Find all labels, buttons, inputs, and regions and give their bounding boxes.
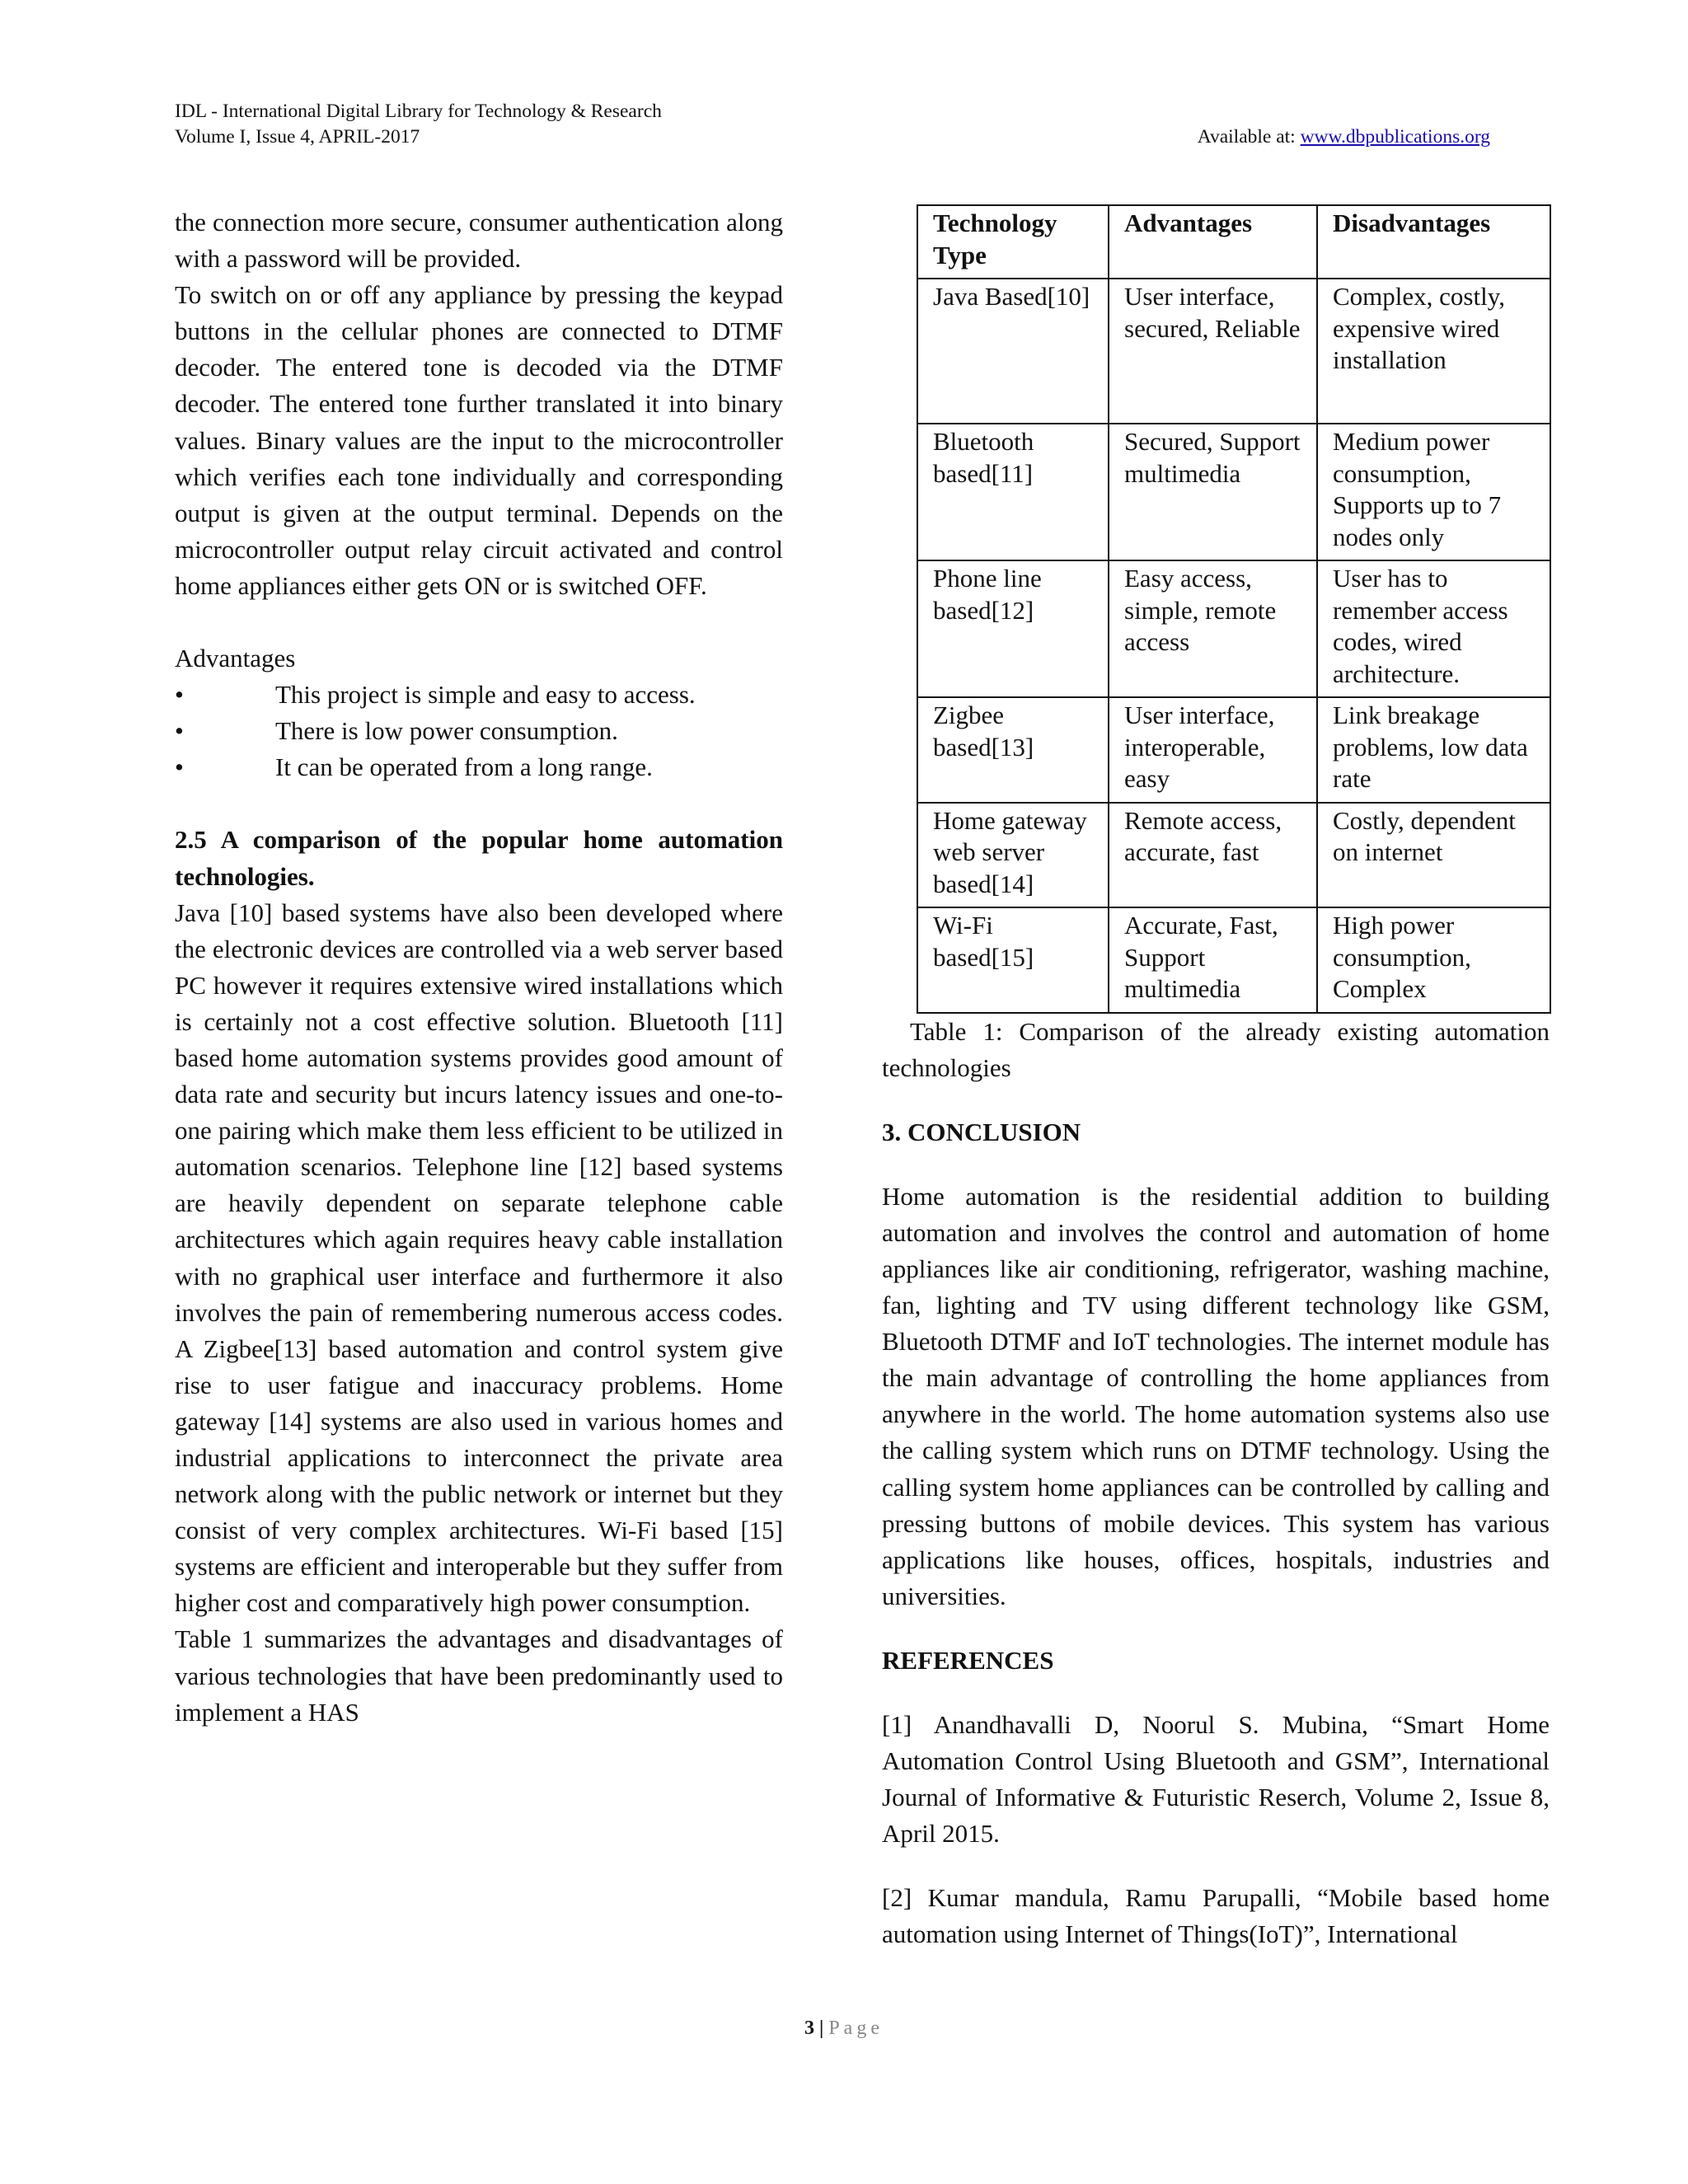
cell-disadvantages: Medium power consumption, Supports up to 7 nodes only: [1317, 424, 1550, 560]
table-row: [917, 424, 1550, 560]
table-caption: Table 1: Comparison of the already existing automation technologies: [882, 1016, 1550, 1082]
cell-advantages: Remote access, accurate, fast: [1109, 803, 1317, 908]
list-item: • There is low power consumption.: [175, 713, 783, 749]
cell-disadvantages: Link breakage problems, low data rate: [1317, 697, 1550, 803]
table-row: [917, 697, 1550, 803]
section-heading-references: REFERENCES: [882, 1645, 1054, 1675]
cell-advantages: User interface, interoperable, easy: [1109, 697, 1317, 803]
table-row: [917, 279, 1550, 424]
cell-technology: Wi-Fi based[15]: [917, 907, 1109, 1013]
footer-separator: |: [814, 2018, 829, 2039]
cell-advantages: Secured, Support multimedia: [1109, 424, 1317, 560]
header-advantages: Advantages: [1109, 205, 1317, 279]
journal-name: IDL - International Digital Library for Technology & Research: [175, 101, 662, 122]
paragraph-table-summary: Table 1 summarizes the advantages and disadvantages of various technologies that have been predominantly used to implement a HAS: [175, 1624, 783, 1727]
reference-item-1: [1] Anandhavalli D, Noorul S. Mubina, “Smart Home Automation Control Using Bluetooth and GSM”, International Journal of Informative & Futuristic Reserch, Volume 2, Issue 8, April 2015.: [882, 1710, 1550, 1849]
table-row: [917, 907, 1550, 1013]
table-row: [917, 560, 1550, 697]
header-disadvantages: Disadvantages: [1317, 205, 1550, 279]
cell-advantages: User interface, secured, Reliable: [1109, 279, 1317, 424]
cell-technology: Home gateway web server based[14]: [917, 803, 1109, 908]
cell-disadvantages: High power consumption, Complex: [1317, 907, 1550, 1013]
paragraph-connection: the connection more secure, consumer authentication along with a password will be provided.: [175, 208, 783, 274]
cell-technology: Zigbee based[13]: [917, 697, 1109, 803]
cell-disadvantages: User has to remember access codes, wired architecture.: [1317, 560, 1550, 697]
list-item: • This project is simple and easy to access.: [175, 677, 783, 713]
cell-disadvantages: Costly, dependent on internet: [1317, 803, 1550, 908]
cell-advantages: Accurate, Fast, Support multimedia: [1109, 907, 1317, 1013]
section-heading-conclusion: 3. CONCLUSION: [882, 1117, 1081, 1146]
available-label: Available at:: [1197, 126, 1301, 148]
availability: [1198, 124, 1490, 150]
section-heading-comparison: 2.5 A comparison of the popular home automation technologies.: [175, 825, 783, 891]
cell-technology: Bluetooth based[11]: [917, 424, 1109, 560]
list-item: • It can be operated from a long range.: [175, 749, 783, 785]
paragraph-comparison: Java [10] based systems have also been developed where the electronic devices are controlled via a web server based PC however it requires extensive wired installations which is certainly not a cost effective solution. Bluetooth [11] based home automation systems provides good amount of data rate and security but incurs latency issues and one-to-one pairing which make them less efficient to be utilized in automation scenarios. Telephone line [12] based systems are heavily dependent on separate telephone cable architectures which again requires heavy cable installation with no graphical user interface and furthermore it also involves the pain of remembering numerous access codes. A Zigbee[13] based automation and control system give rise to user fatigue and inaccuracy problems. Home gateway [14] systems are also used in various homes and industrial applications to interconnect the private area network along with the public network or internet but they consist of very complex architectures. Wi-Fi based [15] systems are efficient and interoperable but they suffer from higher cost and comparatively high power consumption.: [175, 898, 783, 1618]
page-footer: [0, 2018, 1688, 2040]
left-column: [175, 204, 783, 1731]
publisher-link[interactable]: www.dbpublications.org: [1300, 126, 1490, 148]
table-header-row: [917, 205, 1550, 279]
advantages-title: Advantages: [175, 644, 296, 673]
reference-item-2: [2] Kumar mandula, Ramu Parupalli, “Mobile based home automation using Internet of Things(IoT)”, International: [882, 1883, 1550, 1949]
advantages-list: [175, 677, 783, 785]
comparison-table: [917, 204, 1551, 1014]
volume-issue: Volume I, Issue 4, APRIL-2017: [175, 126, 420, 148]
cell-technology: Java Based[10]: [917, 279, 1109, 424]
page-number: 3: [804, 2018, 815, 2039]
cell-technology: Phone line based[12]: [917, 560, 1109, 697]
cell-advantages: Easy access, simple, remote access: [1109, 560, 1317, 697]
table-row: [917, 803, 1550, 908]
cell-disadvantages: Complex, costly, expensive wired installation: [1317, 279, 1550, 424]
right-column: [882, 204, 1550, 1953]
page-header: [175, 99, 1490, 150]
paragraph-conclusion: Home automation is the residential addition to building automation and involves the control and automation of home appliances like air conditioning, refrigerator, washing machine, fan, lighting and TV using different technology like GSM, Bluetooth DTMF and IoT technologies. The internet module has the main advantage of controlling the home appliances from anywhere in the world. The home automation systems also use the calling system which runs on DTMF technology. Using the calling system home appliances can be controlled by calling and pressing buttons of mobile devices. This system has various applications like houses, offices, hospitals, industries and universities.: [882, 1181, 1550, 1610]
header-technology-type: Technology Type: [917, 205, 1109, 279]
paragraph-dtmf: To switch on or off any appliance by pressing the keypad buttons in the cellular phones are connected to DTMF decoder. The entered tone is decoded via the DTMF decoder. The entered tone further translated it into binary values. Binary values are the input to the microcontroller which verifies each tone individually and corresponding output is given at the output terminal. Depends on the microcontroller output relay circuit activated and control home appliances either gets ON or is switched OFF.: [175, 280, 783, 600]
page-label: Page: [828, 2018, 884, 2039]
